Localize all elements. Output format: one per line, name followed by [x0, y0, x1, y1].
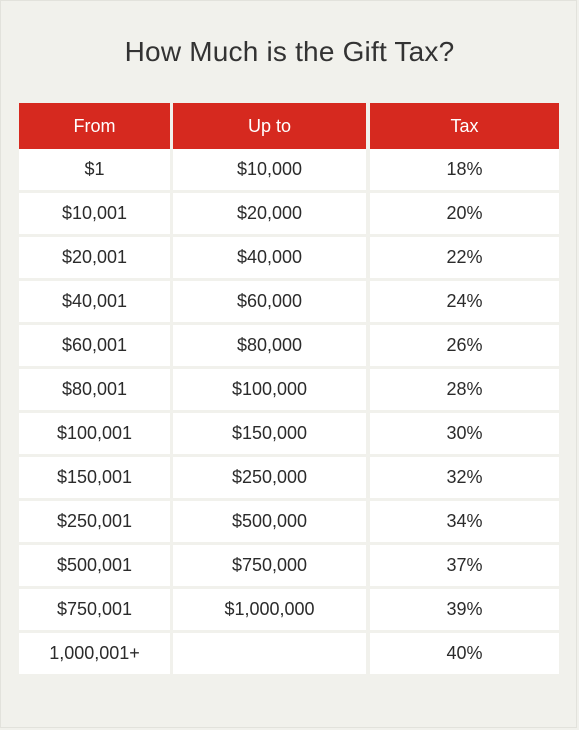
table-row — [19, 149, 559, 193]
cell-up-to: $10,000 — [173, 149, 366, 193]
cell-from: $150,001 — [19, 457, 170, 501]
cell-up-to: $60,000 — [173, 281, 366, 325]
header-tax: Tax — [370, 103, 559, 149]
cell-tax: 24% — [370, 281, 559, 325]
table-header-row — [19, 103, 559, 149]
cell-tax: 34% — [370, 501, 559, 545]
cell-up-to: $150,000 — [173, 413, 366, 457]
table-row — [19, 369, 559, 413]
cell-tax: 40% — [370, 633, 559, 677]
cell-tax: 39% — [370, 589, 559, 633]
gift-tax-table — [19, 103, 559, 677]
table-row — [19, 325, 559, 369]
cell-tax: 28% — [370, 369, 559, 413]
cell-up-to: $500,000 — [173, 501, 366, 545]
cell-from: $1 — [19, 149, 170, 193]
header-from: From — [19, 103, 170, 149]
table-row — [19, 413, 559, 457]
cell-up-to: $1,000,000 — [173, 589, 366, 633]
table-row — [19, 281, 559, 325]
cell-up-to: $750,000 — [173, 545, 366, 589]
cell-up-to: $100,000 — [173, 369, 366, 413]
cell-up-to — [173, 633, 366, 677]
cell-from: $100,001 — [19, 413, 170, 457]
table-row — [19, 589, 559, 633]
cell-up-to: $250,000 — [173, 457, 366, 501]
cell-tax: 18% — [370, 149, 559, 193]
cell-up-to: $20,000 — [173, 193, 366, 237]
cell-from: $60,001 — [19, 325, 170, 369]
cell-from: $750,001 — [19, 589, 170, 633]
cell-tax: 20% — [370, 193, 559, 237]
cell-from: $80,001 — [19, 369, 170, 413]
cell-from: $20,001 — [19, 237, 170, 281]
cell-from: $500,001 — [19, 545, 170, 589]
table-row — [19, 501, 559, 545]
cell-from: $40,001 — [19, 281, 170, 325]
cell-tax: 37% — [370, 545, 559, 589]
header-up-to: Up to — [173, 103, 366, 149]
table-body — [19, 149, 559, 677]
cell-tax: 22% — [370, 237, 559, 281]
table-row — [19, 457, 559, 501]
page-title: How Much is the Gift Tax? — [124, 36, 455, 67]
cell-from: 1,000,001+ — [19, 633, 170, 677]
cell-tax: 32% — [370, 457, 559, 501]
table-row — [19, 237, 559, 281]
cell-up-to: $80,000 — [173, 325, 366, 369]
table-row — [19, 633, 559, 677]
cell-up-to: $40,000 — [173, 237, 366, 281]
cell-tax: 26% — [370, 325, 559, 369]
cell-tax: 30% — [370, 413, 559, 457]
cell-from: $250,001 — [19, 501, 170, 545]
cell-from: $10,001 — [19, 193, 170, 237]
table-row — [19, 193, 559, 237]
table-row — [19, 545, 559, 589]
